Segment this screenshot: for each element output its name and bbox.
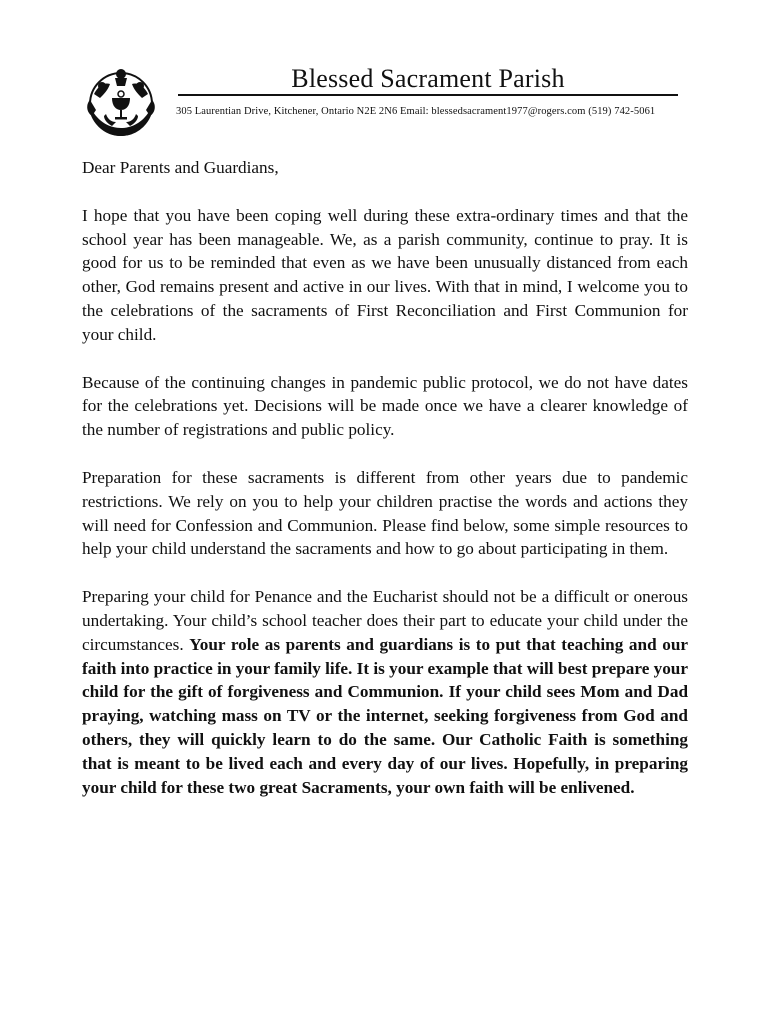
- letter-paragraph-4: [82, 585, 688, 799]
- parish-address-line: 305 Laurentian Drive, Kitchener, Ontario N2E 2N6 Email: blessedsacrament1977@rogers.com (519) 742-5061: [176, 106, 656, 117]
- letter-paragraph-1: I hope that you have been coping well during these extra-ordinary times and that the school year has been manageable. We, as a parish community, continue to pray. It is good for us to be reminded that even as we have been unusually distanced from each other, God remains present and active in our lives. With that in mind, I welcome you to the celebrations of the sacraments of First Reconciliation and First Communion for your child.: [82, 205, 688, 344]
- letter-paragraph-3: Preparation for these sacraments is different from other years due to pandemic restrictions. We rely on you to help your children practise the words and actions they will need for Confession and Communion. Please find below, some simple resources to help your child understand the sacraments and how to go about participating in them.: [82, 467, 688, 559]
- letter-paragraph-4-regular: Preparing your child for Penance and the Eucharist should not be a difficult or onerous undertaking. Your child’s school teacher does their part to educate your child under the circumstances.: [82, 587, 688, 654]
- letter-salutation: Dear Parents and Guardians,: [82, 158, 279, 177]
- letterhead: [82, 60, 692, 140]
- letter-paragraph-4-bold: Your role as parents and guardians is to put that teaching and our faith into practice in your family life. It is your example that will best prepare your child for the gift of forgiveness and Communion. If your child sees Mom and Dad praying, watching mass on TV or the internet, seeking forgiveness from God and others, they will quickly learn to do the same. Our Catholic Faith is something that is meant to be lived each and every day of our lives. Hopefully, in preparing your child for these two great Sacraments, your own faith will be enlivened.: [82, 634, 689, 797]
- parish-name: Blessed Sacrament Parish: [291, 64, 565, 93]
- letter-body: [82, 156, 688, 823]
- letter-paragraph-2: Because of the continuing changes in pandemic public protocol, we do not have dates for the celebrations yet. Decisions will be made once we have a clearer knowledge of the number of registrations and public policy.: [82, 372, 688, 440]
- parish-logo-icon: [82, 64, 160, 140]
- parish-title-underline: [178, 64, 678, 96]
